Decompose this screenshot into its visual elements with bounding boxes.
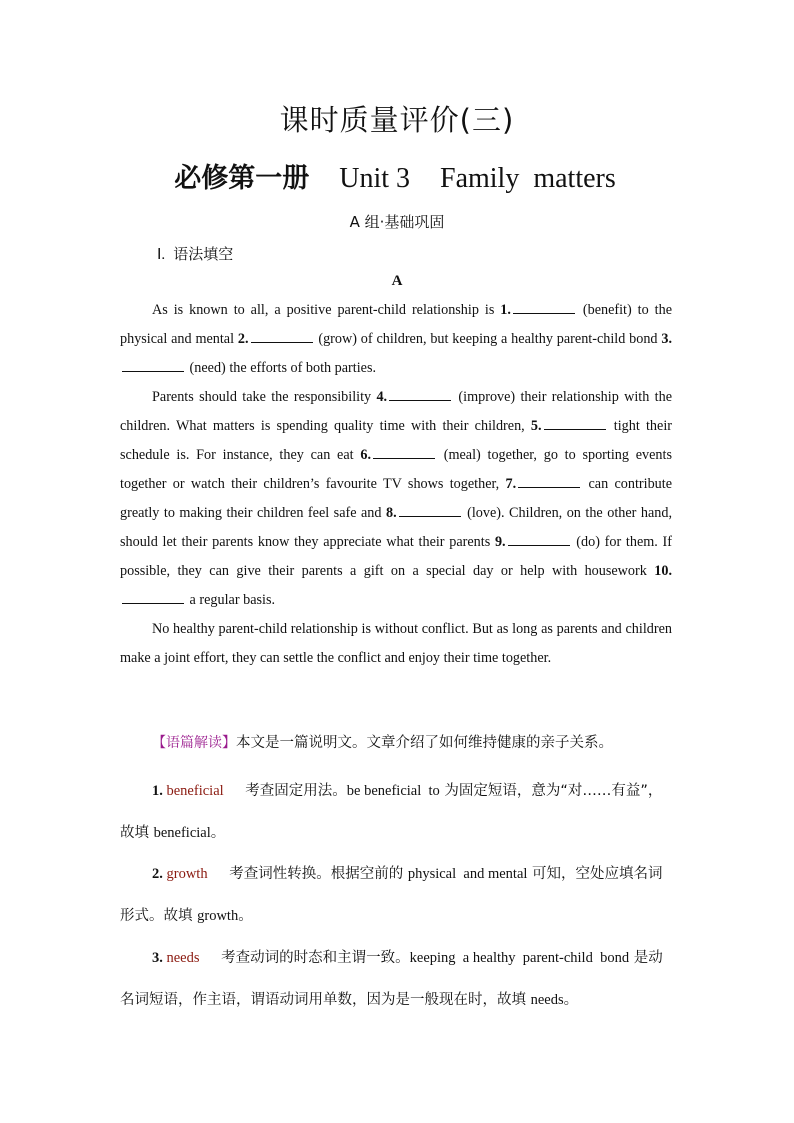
answer-explanation: keeping a healthy parent-child bond xyxy=(409,950,630,966)
analysis-text: 本文是一篇说明文。文章介绍了如何维持健康的亲子关系。 xyxy=(236,735,613,751)
answer-explanation: growth xyxy=(197,908,239,924)
text-run: (meal) together, go to sporting events together or watch their children’s favourite TV shows together, xyxy=(120,447,672,492)
blank-number: 7. xyxy=(505,476,517,492)
answer-explanation: 考查动词的时态和主谓一致。 xyxy=(221,950,410,966)
analysis-tag: 【语篇解读】 xyxy=(152,735,236,751)
answer-key: growth xyxy=(166,866,208,882)
section-number: Ⅰ. xyxy=(157,247,166,263)
text-run: (grow) of children, but keeping a healthy parent-child bond xyxy=(314,331,662,347)
page-title: 课时质量评价(三) xyxy=(279,103,515,137)
answer-explanation: 。 xyxy=(238,908,253,924)
answer-explanation: be beneficial to xyxy=(346,783,440,799)
answer-blank[interactable] xyxy=(513,301,575,314)
answer-explanation: 考查词性转换。根据空前的 xyxy=(229,866,408,882)
unit-topic: Family matters xyxy=(440,163,616,194)
text-run: (improve) their relationship with the children. What matters is spending quality time with their children, xyxy=(120,389,672,434)
section-heading xyxy=(157,243,233,264)
text-analysis xyxy=(120,730,676,756)
text-run: a regular basis. xyxy=(186,592,276,608)
text-run: tight their schedule is. For instance, they can eat xyxy=(120,418,672,463)
answer-blank[interactable] xyxy=(122,591,184,604)
answer-explanation: 考查固定用法。 xyxy=(245,783,347,799)
answer-blank[interactable] xyxy=(544,417,606,430)
section-label: 语法填空 xyxy=(173,245,234,263)
blank-number: 10. xyxy=(654,563,672,579)
blank-number: 2. xyxy=(237,331,249,347)
answer-item-3 xyxy=(120,937,676,1021)
answer-explanation: physical and mental xyxy=(407,866,528,882)
answer-key: beneficial xyxy=(166,783,224,799)
blank-number: 9. xyxy=(494,534,506,550)
blank-number: 3. xyxy=(661,331,673,347)
passage-paragraph-3: No healthy parent-child relationship is without conflict. But as long as parents and children make a joint effort, they can settle the conflict and enjoy their time together. xyxy=(120,621,672,666)
passage-paragraph-2 xyxy=(120,383,672,615)
answer-explanation: 是动名词短语，作主语，谓语动词用单数，因为是一般现在时，故填 xyxy=(120,950,663,1008)
text-run: can contribute greatly to making their children feel safe and xyxy=(120,476,672,521)
blank-number: 5. xyxy=(530,418,542,434)
answer-blank[interactable] xyxy=(399,504,461,517)
text-run: (benefit) to the physical and mental xyxy=(120,302,672,347)
answer-blank[interactable] xyxy=(518,475,580,488)
unit-label: Unit 3 xyxy=(339,163,410,194)
answer-blank[interactable] xyxy=(508,533,570,546)
text-run: (need) the efforts of both parties. xyxy=(186,360,377,376)
answer-explanation: 。 xyxy=(210,825,226,841)
text-run: As is known to all, a positive parent-child relationship is xyxy=(152,302,501,318)
passage-paragraph-1 xyxy=(120,296,672,383)
answer-blank[interactable] xyxy=(389,388,451,401)
answer-number: 3. xyxy=(152,950,163,966)
answer-item-1 xyxy=(120,770,676,854)
book-name: 必修第一册 xyxy=(174,163,310,194)
answer-blank[interactable] xyxy=(251,330,313,343)
blank-number: 1. xyxy=(500,302,511,318)
text-run: (do) for them. If possible, they can give their parents a gift on a special day or help with housework xyxy=(120,534,672,579)
answer-item-2 xyxy=(120,853,676,937)
group-heading: A 组·基础巩固 xyxy=(349,213,445,231)
blank-number: 4. xyxy=(376,389,388,405)
answer-key: needs xyxy=(166,950,200,966)
page-subtitle xyxy=(0,156,790,195)
answer-explanation: needs xyxy=(530,992,564,1008)
passage xyxy=(120,296,672,673)
blank-number: 6. xyxy=(360,447,371,463)
answer-blank[interactable] xyxy=(373,446,435,459)
answer-number: 2. xyxy=(152,866,163,882)
blank-number: 8. xyxy=(385,505,397,521)
answer-explanation: 为固定短语，意为“对……有益”，故填 xyxy=(120,783,663,841)
text-run: (love). Children, on the other hand, should let their parents know they appreciate what their parents xyxy=(120,505,672,550)
answer-blank[interactable] xyxy=(122,359,184,372)
answer-explanation: 可知，空处应填名词形式。故填 xyxy=(120,866,663,924)
answer-explanation: beneficial xyxy=(153,825,211,841)
answer-explanation: 。 xyxy=(563,992,579,1008)
text-run: Parents should take the responsibility xyxy=(152,389,377,405)
answer-number: 1. xyxy=(152,783,163,799)
passage-label: A xyxy=(391,273,403,289)
